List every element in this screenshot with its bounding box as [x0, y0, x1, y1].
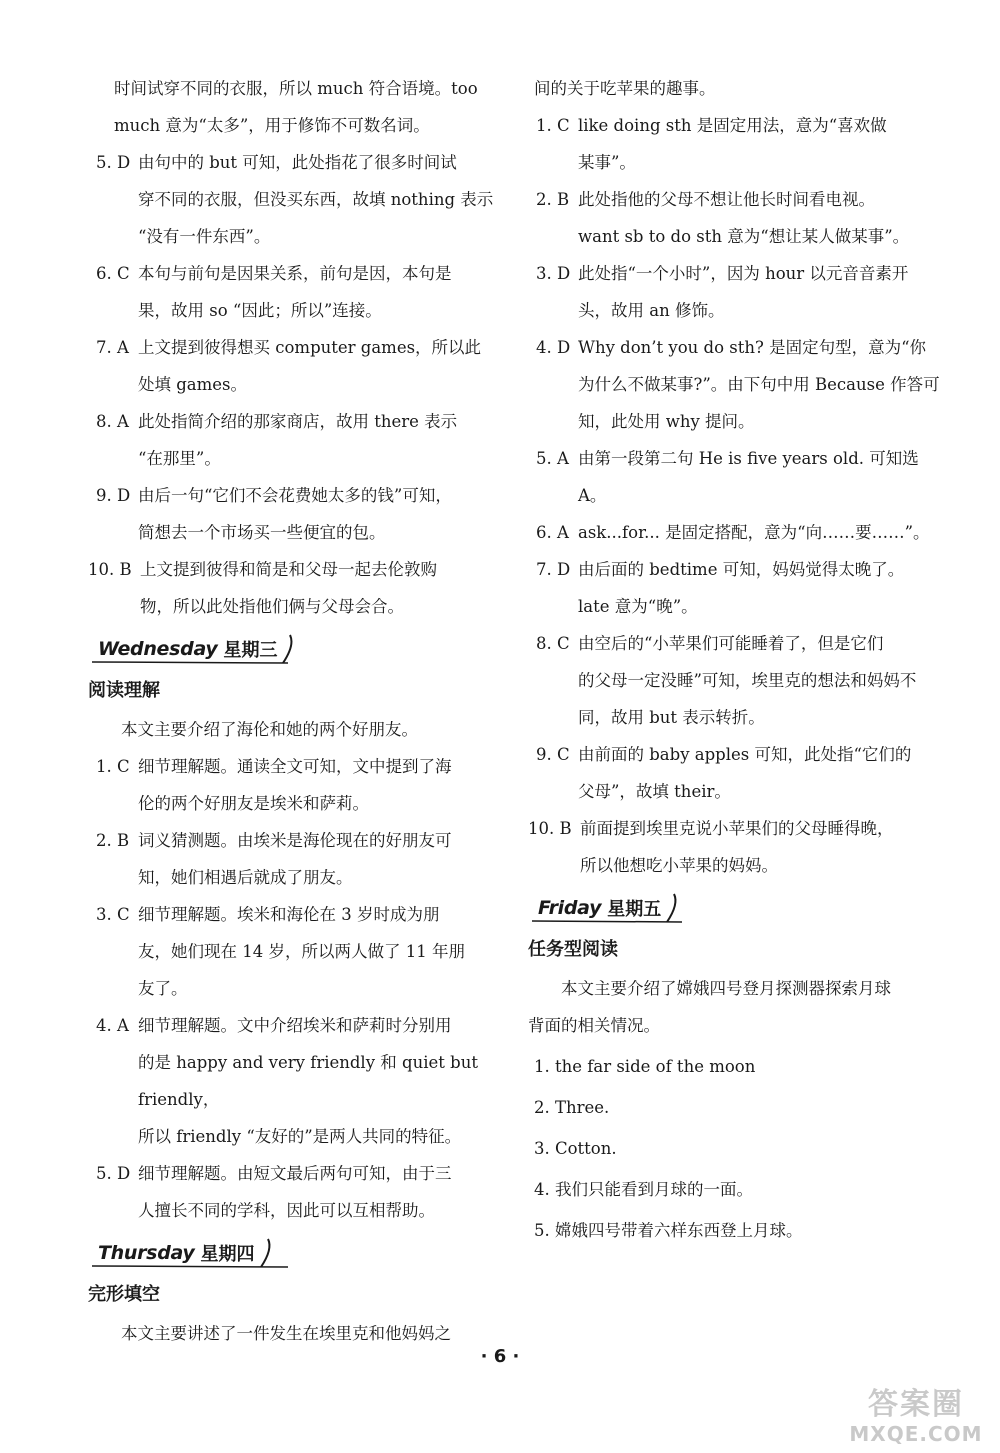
answer-item: [528, 329, 943, 440]
answer-number: 6. C: [96, 264, 130, 283]
weekday-chinese: 星期三: [223, 640, 278, 661]
weekday-chinese: 星期五: [607, 899, 662, 920]
answer-number: 6. A: [536, 523, 569, 542]
heading-underline: [92, 659, 288, 665]
explanation-line: late 意为“晚”。: [578, 597, 698, 616]
explanation-line: 父母”，故填 their。: [578, 782, 731, 801]
answer-number: 4. D: [536, 338, 571, 357]
answer-item: [88, 255, 498, 329]
explanation-line: 简想去一个市场买一些便宜的包。: [138, 523, 386, 542]
answer-number: 8. A: [96, 412, 129, 431]
weekday-english: Thursday: [98, 1242, 195, 1264]
explanation-line: 物，所以此处指他们俩与父母会合。: [140, 597, 404, 616]
answer-item: [88, 822, 498, 896]
subsection-title: 完形填空: [88, 1284, 160, 1305]
explanation-line: Why don’t you do sth? 是固定句型，意为“你: [578, 338, 927, 357]
task-answer: 5. 嫦娥四号带着六样东西登上月球。: [534, 1221, 803, 1240]
explanation-line: 由第一段第二句 He is five years old. 可知选 A。: [578, 449, 919, 505]
answer-number: 1. C: [96, 757, 130, 776]
answer-item: [88, 329, 498, 403]
passage-summary: 本文主要介绍了海伦和她的两个好朋友。: [121, 720, 418, 739]
explanation-line: 此处指他的父母不想让他长时间看电视。: [578, 190, 875, 209]
answer-number: 5. D: [96, 1164, 131, 1183]
explanation-line: 此处指简介绍的那家商店，故用 there 表示: [138, 412, 458, 431]
task-answer: 2. Three.: [534, 1098, 610, 1117]
answer-item: [88, 748, 498, 822]
explanation-line: 果，故用 so “因此；所以”连接。: [138, 301, 382, 320]
section-heading-wednesday: [88, 631, 498, 667]
answer-item: [528, 181, 943, 255]
answer-number: 2. B: [96, 831, 130, 850]
answer-item: [528, 255, 943, 329]
answer-number: 10. B: [88, 560, 132, 579]
continuation-line-1: 时间试穿不同的衣服，所以 much 符合语境。too: [114, 79, 478, 98]
continuation-line: 间的关于吃苹果的趣事。: [534, 79, 716, 98]
explanation-line: 细节理解题。埃米和海伦在 3 岁时成为朋: [138, 905, 440, 924]
explanation-line: 上文提到彼得和简是和父母一起去伦敦购: [140, 560, 437, 579]
continuation-line-2: much 意为“太多”，用于修饰不可数名词。: [114, 116, 430, 135]
subsection-title: 任务型阅读: [528, 939, 618, 960]
explanation-line: 所以 friendly “友好的”是两人共同的特征。: [138, 1127, 462, 1146]
explanation-line: 由后面的 bedtime 可知，妈妈觉得太晚了。: [578, 560, 905, 579]
right-column: [528, 70, 943, 1249]
answer-item: [88, 144, 498, 255]
explanation-line: 由句中的 but 可知，此处指花了很多时间试: [138, 153, 457, 172]
explanation-line: 词义猜测题。由埃米是海伦现在的好朋友可: [138, 831, 452, 850]
task-answer: 3. Cotton.: [534, 1139, 617, 1158]
answer-number: 5. A: [536, 449, 569, 468]
weekday-english: Wednesday: [98, 638, 218, 660]
answer-number: 7. D: [536, 560, 571, 579]
heading-underline: [532, 918, 682, 924]
explanation-line: 同，故用 but 表示转折。: [578, 708, 765, 727]
explanation-line: 的是 happy and very friendly 和 quiet but friendly，: [138, 1053, 478, 1109]
explanation-line: 由空后的“小苹果们可能睡着了，但是它们: [578, 634, 884, 653]
answer-item: [528, 440, 943, 514]
explanation-line: 此处指“一个小时”，因为 hour 以元音音素开: [578, 264, 909, 283]
weekday-chinese: 星期四: [200, 1244, 255, 1265]
answer-item: [528, 810, 943, 884]
explanation-line: 知，此处用 why 提问。: [578, 412, 755, 431]
section-heading-friday: [528, 890, 943, 926]
explanation-line: 某事”。: [578, 153, 636, 172]
page-number: · 6 ·: [480, 1346, 520, 1367]
answer-number: 9. D: [96, 486, 131, 505]
answer-item: [528, 736, 943, 810]
explanation-line: 为什么不做某事?”。由下句中用 Because 作答可: [578, 375, 940, 394]
task-answer: 4. 我们只能看到月球的一面。: [534, 1180, 753, 1199]
explanation-line: 上文提到彼得想买 computer games，所以此: [138, 338, 482, 357]
answer-item: [88, 1155, 498, 1229]
answer-item: [88, 403, 498, 477]
explanation-line: 的父母一定没睡”可知，埃里克的想法和妈妈不: [578, 671, 917, 690]
answer-number: 5. D: [96, 153, 131, 172]
explanation-line: 友了。: [138, 979, 188, 998]
explanation-line: like doing sth 是固定用法，意为“喜欢做: [578, 116, 887, 135]
answer-item: [88, 477, 498, 551]
explanation-line: 由后一句“它们不会花费她太多的钱”可知，: [138, 486, 452, 505]
explanation-line: 细节理解题。文中介绍埃米和萨莉时分别用: [138, 1016, 452, 1035]
answer-item: [528, 107, 943, 181]
explanation-line: 伦的两个好朋友是埃米和萨莉。: [138, 794, 369, 813]
explanation-line: 细节理解题。由短文最后两句可知，由于三: [138, 1164, 452, 1183]
answer-item: [528, 625, 943, 736]
explanation-line: 人擅长不同的学科，因此可以互相帮助。: [138, 1201, 435, 1220]
passage-summary: 本文主要讲述了一件发生在埃里克和他妈妈之: [121, 1324, 451, 1343]
subsection-title: 阅读理解: [88, 680, 160, 701]
answer-number: 7. A: [96, 338, 129, 357]
answer-number: 9. C: [536, 745, 570, 764]
explanation-line: 前面提到埃里克说小苹果们的父母睡得晚，: [580, 819, 894, 838]
explanation-line: 所以他想吃小苹果的妈妈。: [580, 856, 778, 875]
left-column: [88, 70, 498, 1352]
explanation-line: 头，故用 an 修饰。: [578, 301, 725, 320]
explanation-line: want sb to do sth 意为“想让某人做某事”。: [578, 227, 910, 246]
explanation-line: 友，她们现在 14 岁，所以两人做了 11 年朋: [138, 942, 465, 961]
answer-number: 10. B: [528, 819, 572, 838]
answer-item: [88, 551, 498, 625]
weekday-english: Friday: [538, 897, 602, 919]
answer-item: [528, 551, 943, 625]
answer-number: 8. C: [536, 634, 570, 653]
explanation-line: 处填 games。: [138, 375, 248, 394]
explanation-line: 本句与前句是因果关系，前句是因，本句是: [138, 264, 452, 283]
answer-number: 3. D: [536, 264, 571, 283]
answer-number: 4. A: [96, 1016, 129, 1035]
answer-number: 3. C: [96, 905, 130, 924]
answer-item: [88, 1007, 498, 1155]
explanation-line: “没有一件东西”。: [138, 227, 271, 246]
section-heading-thursday: [88, 1235, 498, 1271]
watermark-logo: [836, 1388, 996, 1450]
explanation-line: 由前面的 baby apples 可知，此处指“它们的: [578, 745, 912, 764]
explanation-line: 知，她们相遇后就成了朋友。: [138, 868, 353, 887]
passage-summary-line: 背面的相关情况。: [528, 1016, 660, 1035]
answer-number: 2. B: [536, 190, 570, 209]
answer-item: [88, 896, 498, 1007]
explanation-line: ask...for... 是固定搭配，意为“向……要……”。: [578, 523, 930, 542]
watermark-text: 答案圈: [868, 1387, 964, 1422]
answer-item: [528, 514, 943, 551]
explanation-line: “在那里”。: [138, 449, 221, 468]
passage-summary: 本文主要介绍了嫦娥四号登月探测器探索月球: [561, 979, 891, 998]
watermark-url: MXQE.COM: [849, 1422, 983, 1446]
explanation-line: 穿不同的衣服，但没买东西，故填 nothing 表示: [138, 190, 494, 209]
heading-underline: [92, 1263, 288, 1269]
explanation-line: 细节理解题。通读全文可知，文中提到了海: [138, 757, 452, 776]
task-answer: 1. the far side of the moon: [534, 1057, 756, 1076]
answer-number: 1. C: [536, 116, 570, 135]
